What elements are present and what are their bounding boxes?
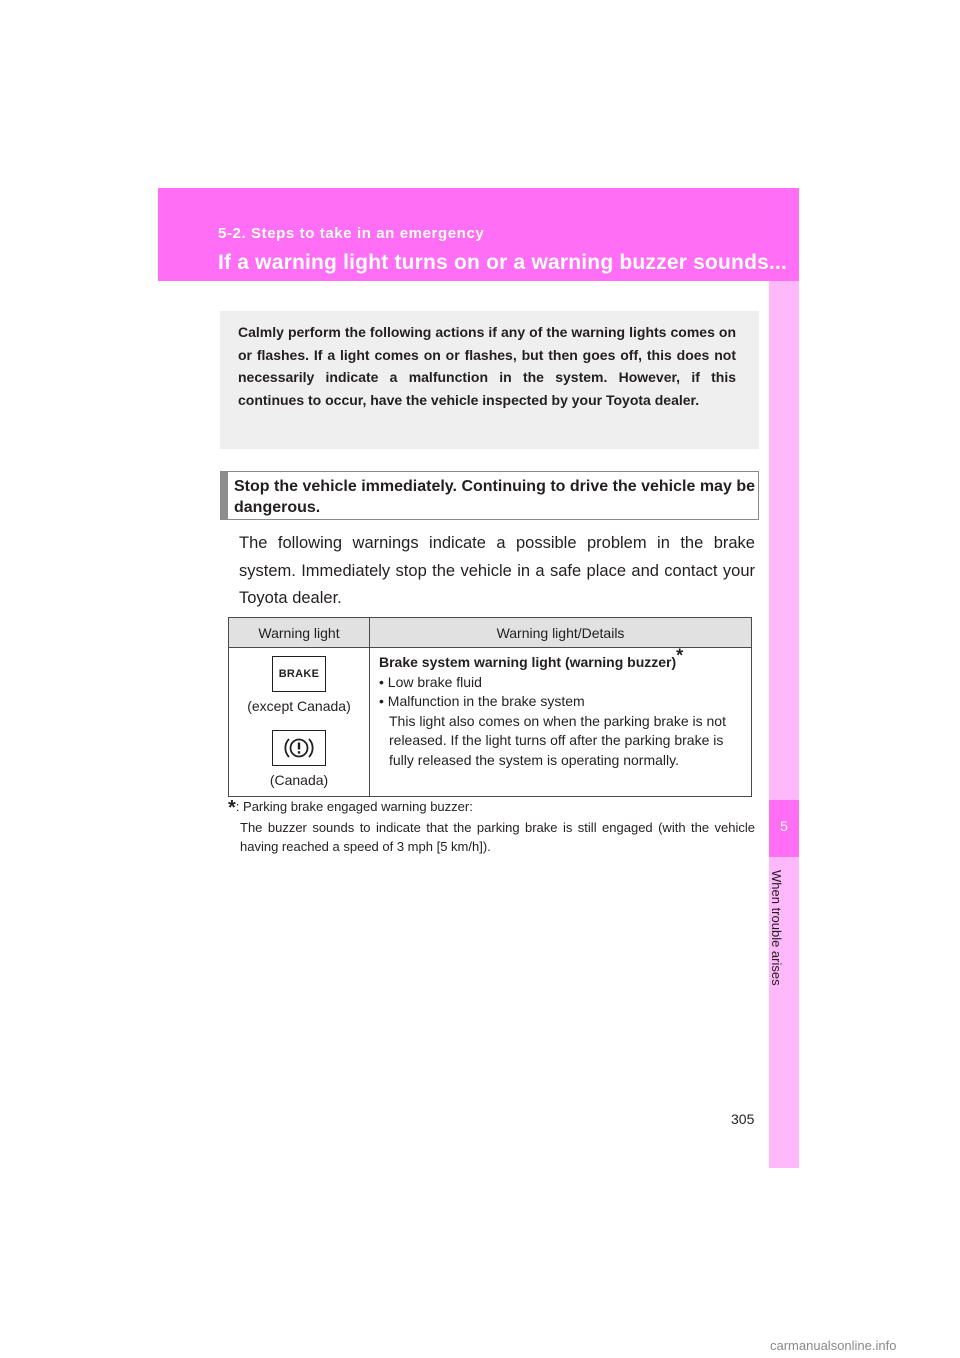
- warning-table: [228, 617, 752, 797]
- step-callout: [220, 471, 759, 520]
- details-title: [379, 645, 745, 673]
- brake-icon-text: BRAKE: [278, 668, 320, 680]
- footnote: [228, 797, 755, 856]
- table-row: [229, 648, 752, 797]
- canada-brake-warning-icon: [272, 730, 326, 766]
- table-header-row: [229, 618, 752, 648]
- details-title-mark: *: [676, 645, 684, 666]
- chapter-title: When trouble arises: [769, 870, 784, 986]
- page-title: If a warning light turns on or a warning buzzer sounds...: [218, 251, 788, 274]
- icon-caption-except-canada: (except Canada): [247, 698, 351, 714]
- bullet-low-brake-fluid: • Low brake fluid: [379, 673, 482, 690]
- footnote-mark: *: [228, 797, 236, 819]
- step-bar: [221, 472, 228, 519]
- step-text: Stop the vehicle immediately. Continuing to drive the vehicle may be dangerous.: [234, 478, 755, 516]
- footnote-text: The buzzer sounds to indicate that the parking brake is still engaged (with the vehicle having reached a speed of 3 mph [5 km/h]).: [240, 820, 755, 854]
- header-band: [158, 188, 799, 281]
- details-note: This light also comes on when the parking brake is not released. If the light turns off after the parking brake is fully released the system is operating normally.: [389, 712, 726, 768]
- body-paragraph: The following warnings indicate a possible problem in the brake system. Immediately stop the vehicle in a safe place and contact your Toyota dealer.: [239, 534, 755, 607]
- bullet-malfunction: • Malfunction in the brake system: [379, 693, 585, 709]
- details-title-text: Brake system warning light (warning buzzer): [379, 654, 677, 670]
- warning-details-cell: [370, 645, 752, 797]
- brake-warning-icon: [272, 656, 326, 692]
- footnote-label-line: [228, 797, 755, 818]
- intro-box: [220, 311, 759, 449]
- icon-caption-canada: (Canada): [269, 772, 329, 788]
- section-label: 5-2. Steps to take in an emergency: [218, 225, 485, 242]
- watermark: carmanualsonline.info: [770, 1338, 897, 1353]
- exclamation-circle-icon: [284, 734, 314, 762]
- table-header-details: Warning light/Details: [370, 618, 752, 648]
- chapter-tab[interactable]: [769, 800, 799, 857]
- chapter-number: 5: [780, 818, 788, 834]
- table-header-light: Warning light: [229, 618, 370, 648]
- warning-light-cell: [229, 648, 370, 797]
- side-tab-strip: [769, 281, 799, 1168]
- intro-text: Calmly perform the following actions if any of the warning lights comes on or flashes. If a light comes on or flashes, but then goes off, this does not necessarily indicate a malfunction in the system. However, if this continues to occur, have the vehicle inspected by your Toyota dealer.: [238, 324, 736, 408]
- page-number: 305: [731, 1111, 755, 1127]
- footnote-label: : Parking brake engaged warning buzzer:: [235, 799, 473, 814]
